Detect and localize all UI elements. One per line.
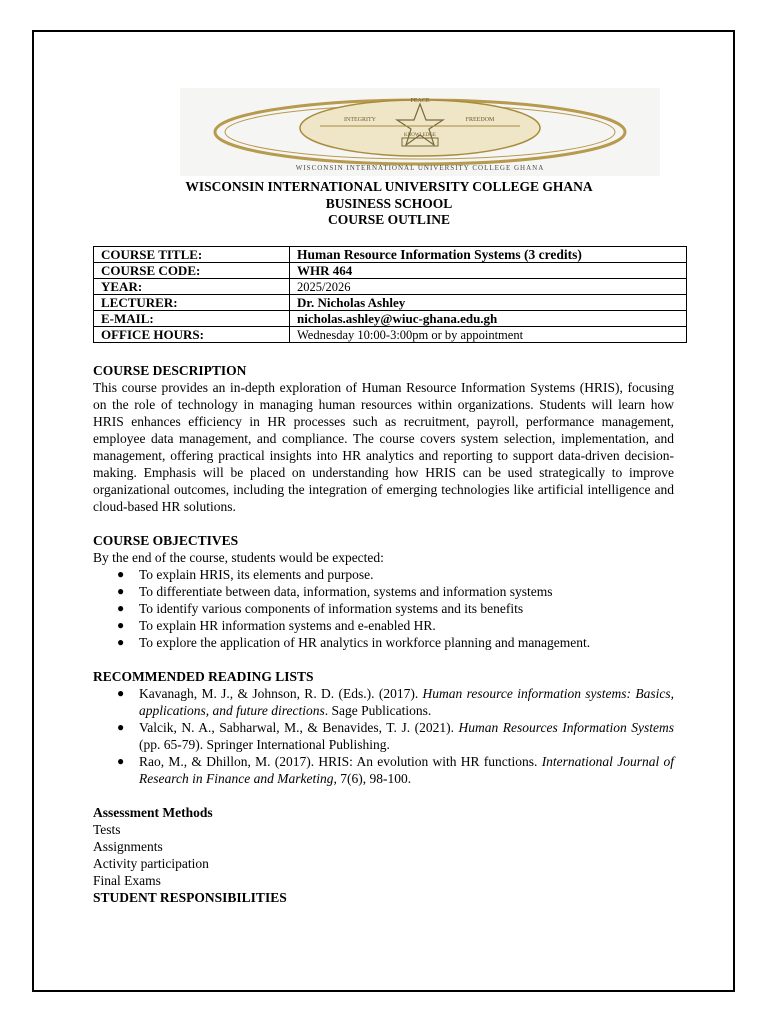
document-header [92, 179, 686, 229]
year-value: 2025/2026 [290, 279, 687, 295]
list-item [93, 600, 674, 617]
objectives-list [93, 566, 674, 651]
reference-authors: Rao, M., & Dhillon, M. (2017). HRIS: An evolution with HR functions. [139, 754, 542, 769]
list-item [93, 566, 674, 583]
reading-list-heading: RECOMMENDED READING LISTS [93, 669, 314, 684]
email-label: E-MAIL: [94, 311, 290, 327]
office-hours-value: Wednesday 10:00-3:00pm or by appointment [290, 327, 687, 343]
list-item [93, 583, 674, 600]
course-objectives-heading: COURSE OBJECTIVES [93, 533, 239, 548]
objectives-intro: By the end of the course, students would be expected: [93, 550, 384, 565]
table-row [94, 327, 687, 343]
table-row [94, 247, 687, 263]
table-row [94, 279, 687, 295]
school-name: BUSINESS SCHOOL [325, 195, 453, 211]
bullet-icon: ● [117, 601, 125, 615]
reference-publisher: , 7(6), 98-100. [333, 771, 412, 786]
reading-list [93, 685, 674, 787]
university-seal-logo [180, 88, 660, 176]
seal-ring-text: WISCONSIN INTERNATIONAL UNIVERSITY COLLEGE GHANA [295, 164, 545, 172]
list-item [93, 719, 674, 753]
lecturer-value: Dr. Nicholas Ashley [290, 295, 687, 311]
course-description-heading: COURSE DESCRIPTION [93, 363, 247, 378]
table-row [94, 295, 687, 311]
bullet-icon: ● [117, 584, 125, 598]
course-info-table [93, 246, 687, 343]
bullet-icon: ● [117, 618, 125, 632]
objective-text: To explain HR information systems and e-enabled HR. [139, 618, 436, 633]
objective-text: To explore the application of HR analytics in workforce planning and management. [139, 635, 591, 650]
seal-word-top: PEACE [410, 98, 430, 104]
reference-publisher: . Sage Publications. [324, 703, 432, 718]
year-label: YEAR: [94, 279, 290, 295]
document-title: COURSE OUTLINE [328, 212, 450, 227]
list-item [93, 617, 674, 634]
document-body [93, 362, 674, 906]
list-item [93, 634, 674, 651]
student-responsibilities-heading: STUDENT RESPONSIBILITIES [93, 890, 287, 905]
email-value[interactable]: nicholas.ashley@wiuc-ghana.edu.gh [290, 311, 687, 327]
seal-word-right: FREEDOM [465, 117, 495, 123]
reference-title: Human Resources Information Systems [458, 720, 674, 735]
course-title-value: Human Resource Information Systems (3 credits) [290, 247, 687, 263]
assessment-item: Final Exams [93, 873, 161, 888]
seal-word-left: INTEGRITY [344, 117, 376, 123]
course-code-value: WHR 464 [290, 263, 687, 279]
assessment-item: Activity participation [93, 856, 209, 871]
reference-authors: Valcik, N. A., Sabharwal, M., & Benavides, T. J. (2021). [139, 720, 459, 735]
table-row [94, 311, 687, 327]
bullet-icon: ● [117, 567, 125, 581]
objective-text: To differentiate between data, information, systems and information systems [139, 584, 553, 599]
course-title-label: COURSE TITLE: [94, 247, 290, 263]
seal-word-center: KNOWLEDGE [404, 133, 436, 138]
reference-title: Human resource information systems: Basics, applications, and future directions [139, 686, 674, 718]
bullet-icon: ● [117, 686, 125, 700]
assessment-item: Tests [93, 822, 121, 837]
office-hours-label: OFFICE HOURS: [94, 327, 290, 343]
assessment-heading: Assessment Methods [93, 805, 213, 820]
reference-title: International Journal of Research in Finance and Marketing [139, 754, 674, 786]
bullet-icon: ● [117, 754, 125, 768]
table-row [94, 263, 687, 279]
lecturer-label: LECTURER: [94, 295, 290, 311]
reference-authors: Kavanagh, M. J., & Johnson, R. D. (Eds.). (2017). [139, 686, 423, 701]
reference-publisher: (pp. 65-79). Springer International Publishing. [139, 737, 390, 752]
university-name: WISCONSIN INTERNATIONAL UNIVERSITY COLLEGE GHANA [185, 179, 593, 194]
course-code-label: COURSE CODE: [94, 263, 290, 279]
list-item [93, 685, 674, 719]
list-item [93, 753, 674, 787]
assessment-item: Assignments [93, 839, 163, 854]
bullet-icon: ● [117, 720, 125, 734]
course-description-text: This course provides an in-depth exploration of Human Resource Information Systems (HRIS), focusing on the role of technology in managing human resources within organizations. Students will learn how HRIS enhances efficiency in HR processes such as recruitment, payroll, performance management, employee data management, and compliance. The course covers system selection, implementation, and management, offering practical insights into HR analytics and reporting to support data-driven decision-making. Emphasis will be placed on understanding how HRIS can be used strategically to improve organizational outcomes, including the integration of emerging technologies like artificial intelligence and cloud-based HR solutions. [93, 380, 674, 514]
objective-text: To identify various components of information systems and its benefits [139, 601, 524, 616]
objective-text: To explain HRIS, its elements and purpose. [139, 567, 374, 582]
bullet-icon: ● [117, 635, 125, 649]
